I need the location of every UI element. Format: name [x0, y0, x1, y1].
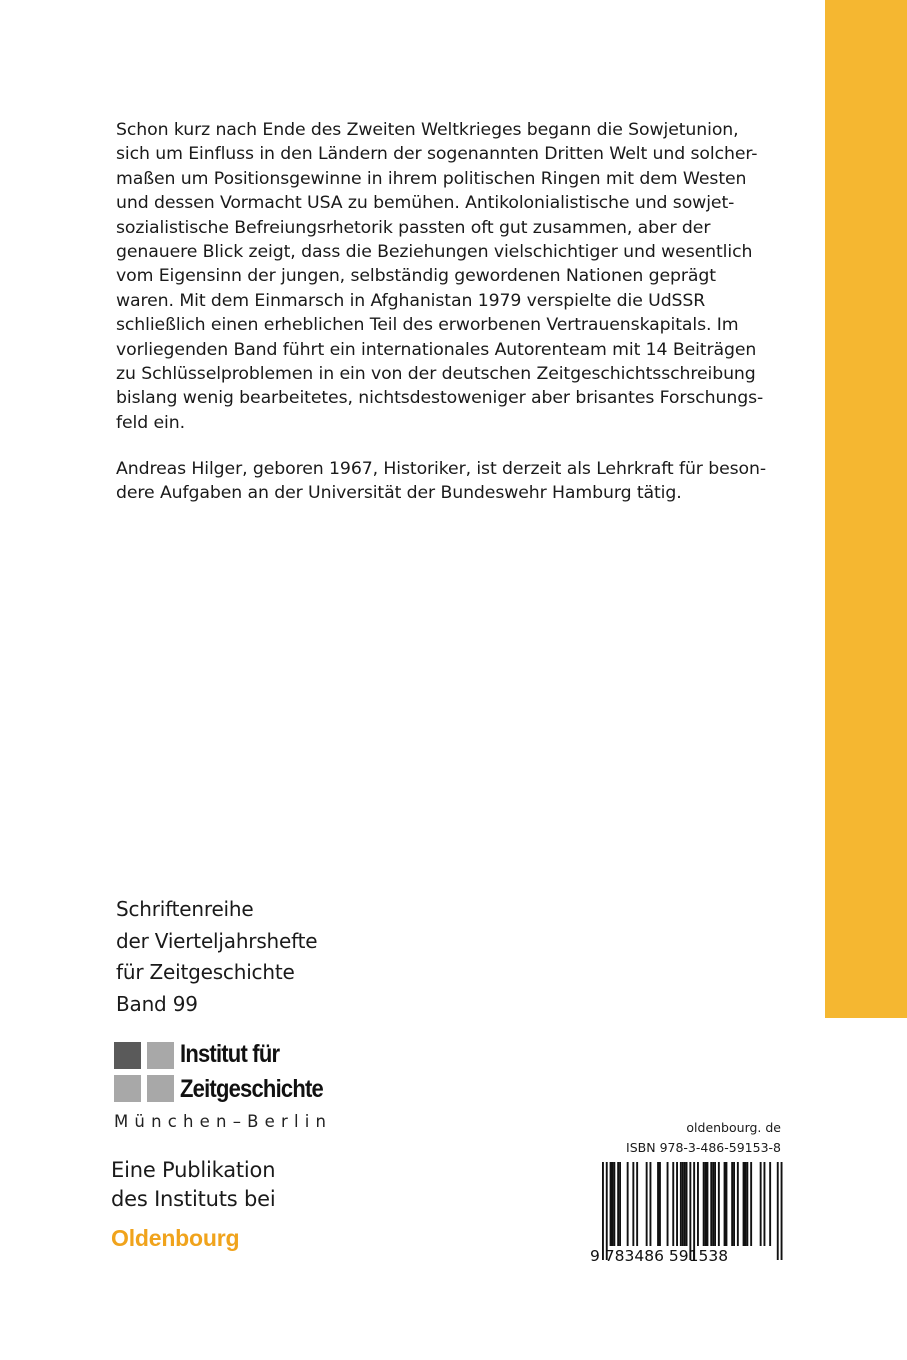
barcode-bar [657, 1162, 659, 1246]
publisher-logo: Oldenbourg [111, 1225, 240, 1251]
publication-note [111, 1156, 275, 1214]
series-line: Band 99 [116, 991, 198, 1016]
series-info [116, 894, 317, 1020]
publication-line: des Instituts bei [111, 1187, 276, 1211]
blurb-text [116, 118, 796, 435]
barcode-bar [619, 1162, 621, 1246]
isbn: ISBN 978-3-486-59153-8 [626, 1140, 781, 1155]
barcode-digits-text: 9 783486 591538 [590, 1247, 729, 1265]
barcode-bar [697, 1162, 699, 1246]
author-bio-line: Andreas Hilger, geboren 1967, Historiker, ist derzeit als Lehrkraft für beson- [116, 459, 766, 479]
barcode-bar [680, 1162, 682, 1246]
barcode-bar [684, 1162, 686, 1246]
barcode-bar [764, 1162, 766, 1246]
ordering-info [626, 1118, 781, 1158]
blurb-line: sich um Einfluss in den Ländern der sogenannten Dritten Welt und solcher- [116, 144, 758, 165]
barcode-bar [613, 1162, 615, 1246]
blurb-line: zu Schlüsselproblemen in ein von der deutschen Zeitgeschichtsschreibung [116, 364, 756, 385]
barcode-bar [731, 1162, 733, 1246]
barcode-bar [682, 1162, 684, 1246]
barcode-bar [667, 1162, 669, 1246]
barcode-bar [610, 1162, 612, 1246]
blurb-line: feld ein. [116, 412, 185, 433]
barcode-bar [743, 1162, 745, 1246]
blurb-line: vorliegenden Band führt ein internationales Autorenteam mit 14 Beiträgen [116, 339, 757, 360]
barcode-bar [746, 1162, 748, 1246]
logo-square-dark [114, 1042, 141, 1069]
blurb-line: sozialistische Befreiungsrhetorik passten oft gut zusammen, aber der [116, 217, 711, 238]
barcode-bar [724, 1162, 726, 1246]
barcode-digits [590, 1246, 784, 1266]
barcode-bar [769, 1162, 771, 1246]
barcode-bar [686, 1162, 688, 1246]
barcode-bar [745, 1162, 747, 1246]
blurb-line: Schon kurz nach Ende des Zweiten Weltkrieges begann die Sowjetunion, [116, 120, 739, 140]
barcode-bar [650, 1162, 652, 1246]
author-bio-line: dere Aufgaben an der Universität der Bundeswehr Hamburg tätig. [116, 483, 682, 504]
barcode-bar [672, 1162, 674, 1246]
barcode-bar [617, 1162, 619, 1246]
barcode-bar [627, 1162, 629, 1246]
blurb-line: vom Eigensinn der jungen, selbständig gewordenen Nationen geprägt [116, 266, 716, 287]
blurb-line: bislang wenig bearbeitetes, nichtsdestoweniger aber brisantes Forschungs- [116, 388, 764, 409]
barcode-bar [646, 1162, 648, 1246]
barcode-bar [733, 1162, 735, 1246]
institute-logo [114, 1040, 374, 1135]
publication-line: Eine Publikation [111, 1158, 276, 1182]
barcode-bar [705, 1162, 707, 1246]
series-line: der Vierteljahrshefte [116, 928, 318, 953]
barcode-bar [760, 1162, 762, 1246]
logo-square-light [114, 1075, 141, 1102]
blurb-line: maßen um Positionsgewinne in ihrem politischen Ringen mit dem Westen [116, 168, 747, 189]
series-line: Schriftenreihe [116, 897, 254, 921]
institute-name-line2: Zeitgeschichte [180, 1075, 323, 1103]
blurb-line: waren. Mit dem Einmarsch in Afghanistan 1979 verspielte die UdSSR [116, 290, 706, 311]
color-stripe [825, 0, 907, 1018]
barcode-bar [703, 1162, 705, 1246]
barcode-bar [632, 1162, 634, 1246]
barcode-bar [737, 1162, 739, 1246]
barcode-bar [710, 1162, 712, 1246]
institute-city: München–Berlin [114, 1112, 333, 1131]
barcode-bar [714, 1162, 716, 1246]
author-bio [116, 457, 806, 506]
logo-square-light [147, 1042, 174, 1069]
barcode-bar [712, 1162, 714, 1246]
barcode-bar [718, 1162, 720, 1246]
blurb-line: schließlich einen erheblichen Teil des erworbenen Vertrauenskapitals. Im [116, 315, 739, 336]
barcode-bar [707, 1162, 709, 1246]
blurb-line: genauere Blick zeigt, dass die Beziehungen vielschichtiger und wesentlich [116, 242, 753, 263]
series-line: für Zeitgeschichte [116, 960, 295, 984]
blurb-line: und dessen Vormacht USA zu bemühen. Antikolonialistische und sowjet- [116, 193, 735, 214]
publisher-website: oldenbourg. de [686, 1120, 781, 1135]
barcode-bar [636, 1162, 638, 1246]
barcode-bar [612, 1162, 614, 1246]
institute-name-line1: Institut für [180, 1040, 280, 1068]
barcode-bar [659, 1162, 661, 1246]
logo-square-light [147, 1075, 174, 1102]
barcode-bar [750, 1162, 752, 1246]
barcode-bar [726, 1162, 728, 1246]
barcode-bar [676, 1162, 678, 1246]
